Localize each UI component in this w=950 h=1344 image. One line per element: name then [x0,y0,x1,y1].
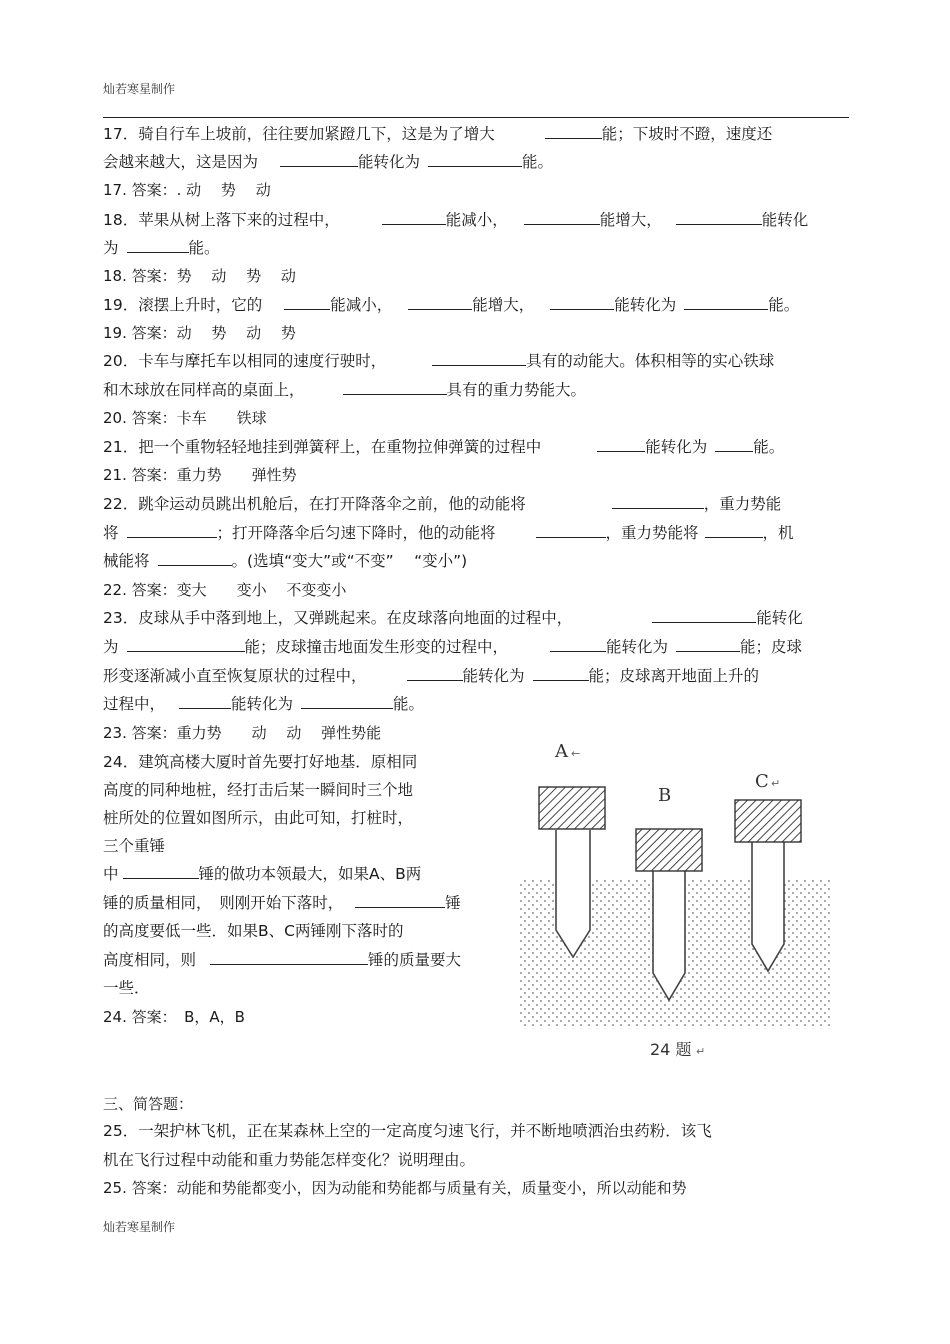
q17-blank-1[interactable] [545,124,602,139]
q23-line-1 [103,608,803,628]
q20-answer: 20. 答案：卡车 铁球 [103,409,267,427]
q23-text: 能转化 [756,609,803,627]
q17-line-1 [103,124,772,144]
q22-line-1 [103,494,781,514]
q19-blank-1[interactable] [284,295,330,310]
q19-text: 能。 [768,296,800,314]
q19-text: 能增大， [472,296,535,314]
header-rule [103,117,849,118]
q23-text: 能；皮球撞击地面发生形变的过程中， [244,638,509,656]
q20-blank-2[interactable] [343,380,447,395]
q23-line-3 [103,666,759,686]
q24-text: 锤 [445,894,461,912]
q24-text: 锤的质量相同， 则刚开始下落时， [103,894,344,912]
q18-text: 能。 [188,239,220,257]
q19-blank-2[interactable] [408,295,472,310]
figure-caption: 24 题 [650,1040,692,1059]
q17-text: 会越来越大，这是因为 [103,153,259,171]
q23-text: 23．皮球从手中落到地上，又弹跳起来。在皮球落向地面的过程中， [103,609,573,627]
label-c: C [755,771,769,792]
q23-blank-2[interactable] [127,637,245,652]
q18-line-1 [103,210,808,230]
q22-text: 械能将 [103,552,150,570]
q24-line-9: 一些． [103,979,150,997]
q22-blank-3[interactable] [536,523,606,538]
q19-text: 能减小， [330,296,393,314]
q23-text: 能转化为 [606,638,669,656]
q19-line-1 [103,295,799,315]
section-3-title: 三、简答题： [103,1095,194,1113]
q17-text: 能转化为 [358,153,421,171]
q21-text: 能转化为 [645,438,708,456]
q23-blank-8[interactable] [301,694,393,709]
q23-text: 能。 [393,695,425,713]
q17-text: 能。 [522,153,554,171]
q22-text: 。(选填“变大”或“不变” “变小”) [231,552,468,570]
figure-caption-mark: ↵ [696,1045,706,1058]
q23-text: 能转化为 [231,695,294,713]
label-c-mark: ↵ [771,777,781,790]
q21-text: 21．把一个重物轻轻地挂到弹簧秤上，在重物拉伸弹簧的过程中 [103,438,542,456]
q18-text: 能转化 [761,211,809,229]
label-a: A [555,741,568,762]
q19-answer: 19. 答案：动 势 动 势 [103,324,296,342]
q18-text: 为 [103,239,119,257]
q24-line-8 [103,950,461,970]
q18-blank-1[interactable] [382,210,446,225]
q24-line-2: 高度的同种地桩，经打击后某一瞬间时三个地 [103,781,414,799]
q22-blank-4[interactable] [705,523,763,538]
q24-blank-3[interactable] [210,950,368,965]
q23-text: 能；皮球离开地面上升的 [588,667,760,685]
q24-text: 锤的做功本领最大，如果A、B两 [198,865,422,883]
q25-line-1: 25．一架护林飞机，正在某森林上空的一定高度匀速飞行，并不断地喷洒治虫药粉．该飞 [103,1122,712,1140]
q21-line-1 [103,437,784,457]
q22-answer: 22. 答案：变大 变小 不变变小 [103,581,347,599]
q23-blank-5[interactable] [407,666,463,681]
q23-blank-7[interactable] [179,694,231,709]
q17-text: 能；下坡时不蹬，速度还 [601,125,773,143]
q19-blank-4[interactable] [684,295,768,310]
q23-text: 为 [103,638,119,656]
hammer-c [735,800,801,842]
q22-blank-2[interactable] [127,523,217,538]
q22-text: 将 [103,524,119,542]
q24-text: 中 [103,865,119,883]
q22-blank-1[interactable] [612,494,704,509]
q24-text: 锤的质量要大 [368,951,462,969]
pile-driving-figure [515,735,845,1065]
q23-answer: 23. 答案：重力势 动 动 弹性势能 [103,724,382,742]
q22-text: 22．跳伞运动员跳出机舱后，在打开降落伞之前，他的动能将 [103,495,526,513]
q23-text: 过程中， [103,695,166,713]
hammer-b [636,829,702,871]
label-a-mark: ← [571,747,581,760]
q24-line-7: 的高度要低一些．如果B、C两锤刚下落时的 [103,922,404,940]
label-b: B [658,785,672,806]
q23-blank-3[interactable] [550,637,606,652]
q18-blank-2[interactable] [524,210,600,225]
q24-line-1: 24．建筑高楼大厦时首先要打好地基．原相同 [103,753,418,771]
q21-blank-1[interactable] [597,437,645,452]
q21-blank-2[interactable] [715,437,753,452]
q23-text: 形变逐渐减小直至恢复原状的过程中， [103,667,367,685]
q22-blank-5[interactable] [158,551,232,566]
q24-line-3: 桩所处的位置如图所示，由此可知，打桩时， [103,809,414,827]
q18-text: 能增大， [599,211,662,229]
q23-line-2 [103,637,802,657]
q23-text: 能转化为 [462,667,525,685]
q20-text: 20．卡车与摩托车以相同的速度行驶时， [103,352,387,370]
q19-text: 19．滚摆上升时，它的 [103,296,263,314]
q22-line-2 [103,523,794,543]
q24-line-4: 三个重锤 [103,837,166,855]
q18-line-2 [103,238,220,258]
q24-line-6 [103,893,461,913]
q24-blank-2[interactable] [355,893,445,908]
q24-text: 高度相同，则 [103,951,197,969]
q22-text: ，重力势能将 [605,524,699,542]
q22-text: ；打开降落伞后匀速下降时，他的动能将 [216,524,496,542]
q23-blank-1[interactable] [652,608,756,623]
q21-answer: 21. 答案：重力势 弹性势 [103,466,297,484]
q18-blank-3[interactable] [676,210,762,225]
q20-text: 和木球放在同样高的桌面上， [103,381,305,399]
q18-text: 能减小， [445,211,508,229]
q24-line-5 [103,864,421,884]
q24-answer: 24. 答案： B，A，B [103,1008,245,1026]
q23-blank-4[interactable] [676,637,740,652]
q17-blank-2[interactable] [280,152,358,167]
q22-text: ，重力势能 [703,495,782,513]
page-header: 灿若寒星制作 [103,82,176,96]
q22-text: ，机 [762,524,794,542]
q20-text: 具有的动能大。体积相等的实心铁球 [526,352,775,370]
q20-text: 具有的重力势能大。 [446,381,587,399]
q18-blank-4[interactable] [127,238,189,253]
q25-answer: 25. 答案：动能和势能都变小，因为动能和势能都与质量有关，质量变小，所以动能和势 [103,1179,687,1197]
q20-line-1 [103,351,774,371]
q18-text: 18．苹果从树上落下来的过程中， [103,211,340,229]
q23-text: 能；皮球 [740,638,803,656]
q24-blank-1[interactable] [123,864,199,879]
q20-blank-1[interactable] [432,351,526,366]
q17-answer: 17. 答案：. 动 势 动 [103,181,271,199]
q23-line-4 [103,694,424,714]
q21-text: 能。 [753,438,785,456]
page-footer: 灿若寒星制作 [103,1220,176,1234]
q22-line-3 [103,551,467,571]
q17-blank-3[interactable] [428,152,522,167]
q17-line-2 [103,152,553,172]
q23-blank-6[interactable] [533,666,589,681]
q19-blank-3[interactable] [550,295,614,310]
q19-text: 能转化为 [614,296,677,314]
q25-line-2: 机在飞行过程中动能和重力势能怎样变化？说明理由。 [103,1151,476,1169]
hammer-a [539,787,605,829]
q20-line-2 [103,380,586,400]
q17-text: 17．骑自行车上坡前，往往要加紧蹬几下，这是为了增大 [103,125,495,143]
q18-answer: 18. 答案：势 动 势 动 [103,267,296,285]
